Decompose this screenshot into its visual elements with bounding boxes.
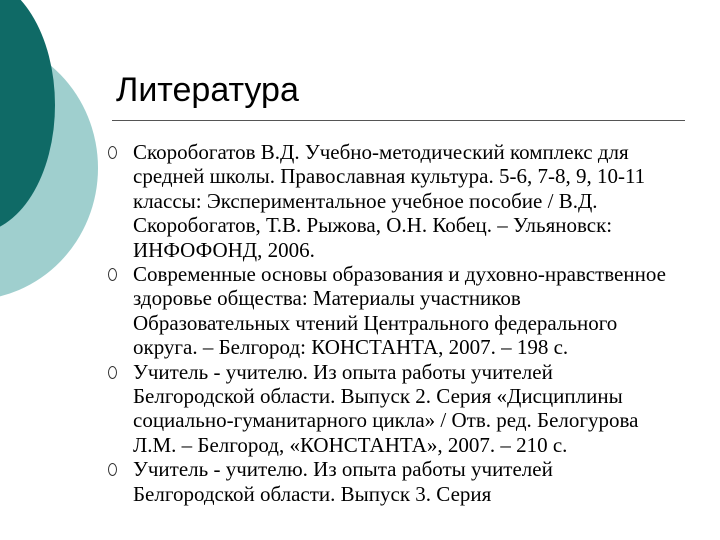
- reference-text: Учитель - учителю. Из опыта работы учителей Белгородской области. Выпуск 2. Серия «Дисциплины социально-гуманитарного цикла» / Отв. ред. Белогурова Л.М. – Белгород, «КОНСТАНТА», 2007. – 210 с.: [133, 359, 639, 457]
- reference-text: Скоробогатов В.Д. Учебно-методический комплекс для средней школы. Православная культура. 5-6, 7-8, 9, 10-11 классы: Экспериментальное учебное пособие / В.Д. Скоробогатов, Т.В. Рыжова, О.Н. Кобец. – Ульяновск: ИНФОФОНД, 2006.: [133, 140, 646, 262]
- reference-item: [108, 262, 678, 360]
- reference-item: [108, 360, 678, 458]
- teal-circles-decoration: [0, 0, 110, 300]
- hollow-circle-bullet-icon: [108, 366, 117, 379]
- title-divider: [112, 120, 685, 121]
- reference-text: Учитель - учителю. Из опыта работы учителей Белгородской области. Выпуск 3. Серия: [133, 457, 553, 506]
- hollow-circle-bullet-icon: [108, 463, 117, 476]
- hollow-circle-bullet-icon: [108, 146, 117, 159]
- reference-list: [108, 140, 678, 506]
- reference-text: Современные основы образования и духовно-нравственное здоровье общества: Материалы участников Образовательных чтений Центрального федерального округа. – Белгород: КОНСТАНТА, 2007. – 198 с.: [133, 262, 666, 360]
- reference-item: [108, 140, 678, 262]
- light-teal-circle: [0, 36, 98, 300]
- slide-title: Литература: [116, 71, 299, 109]
- hollow-circle-bullet-icon: [108, 268, 117, 281]
- dark-teal-circle: [0, 0, 55, 233]
- reference-item: [108, 457, 678, 506]
